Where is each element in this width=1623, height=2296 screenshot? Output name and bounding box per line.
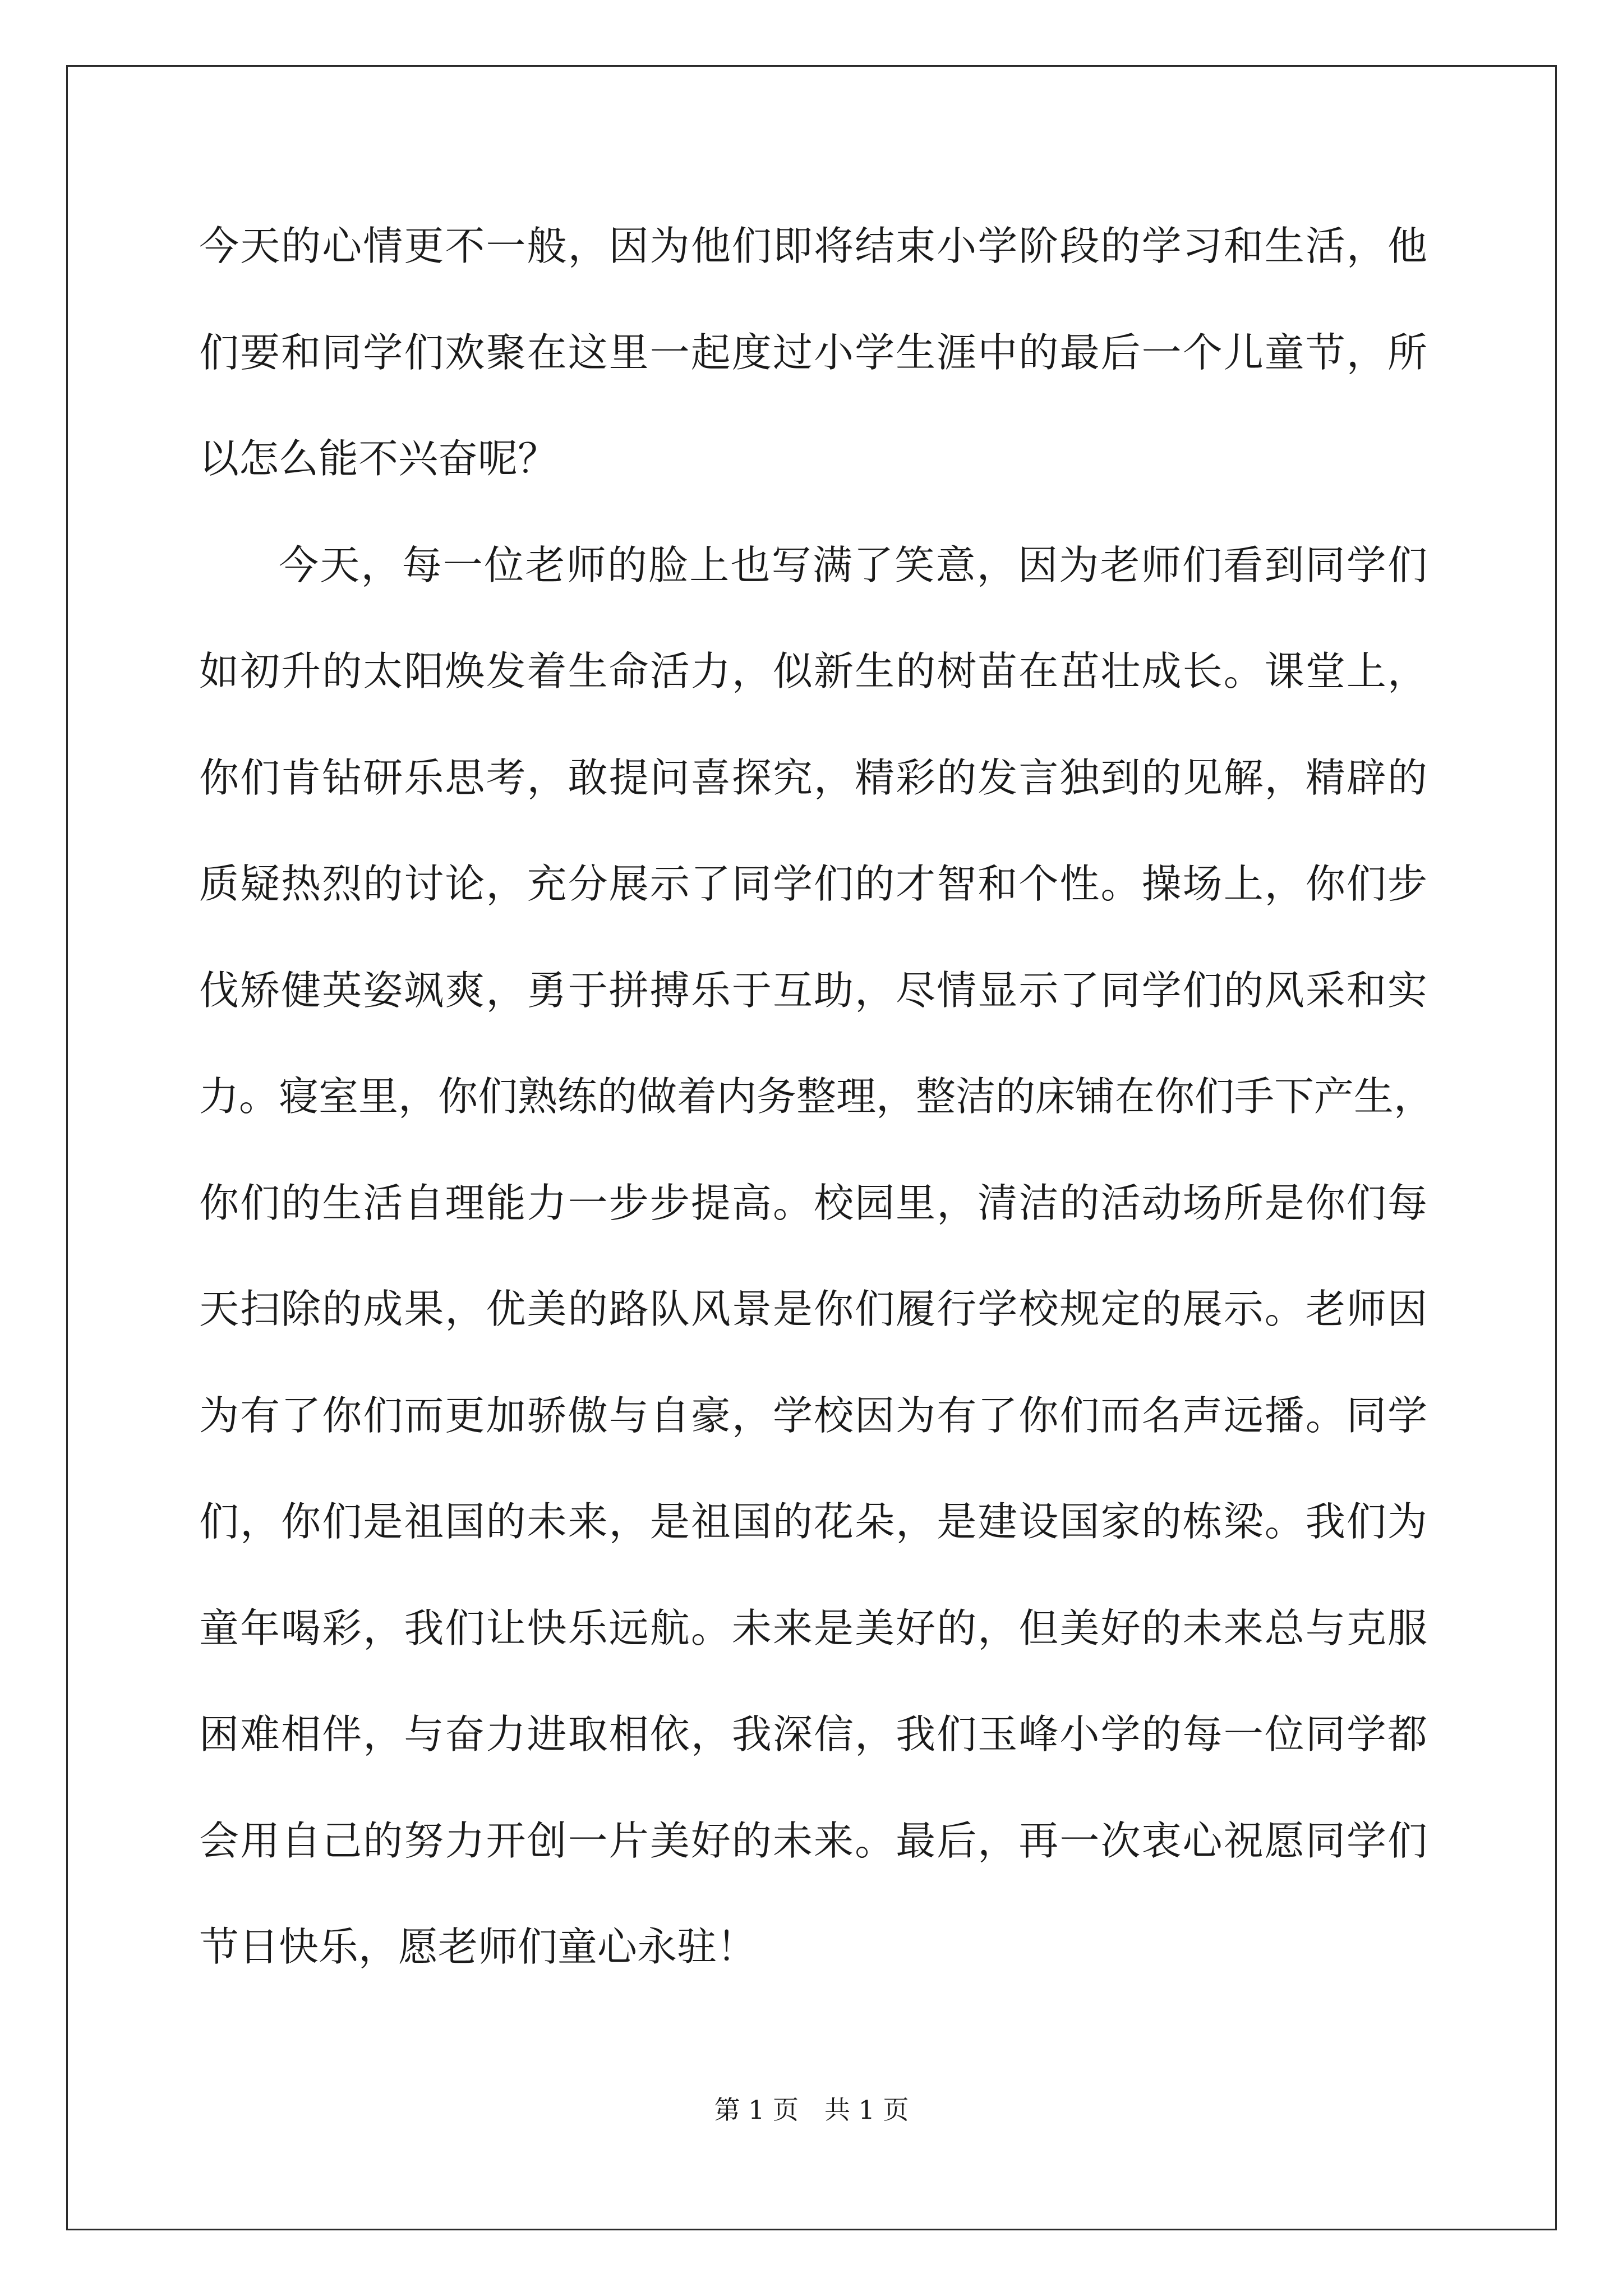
text-line: 为有了你们而更加骄傲与自豪，学校因为有了你们而名声远播。同学 bbox=[199, 1392, 1427, 1439]
text-line: 以怎么能不兴奋呢？ bbox=[199, 435, 558, 482]
text-line: 们，你们是祖国的未来，是祖国的花朵，是建设国家的栋梁。我们为 bbox=[199, 1498, 1427, 1545]
text-line: 如初升的太阳焕发着生命活力，似新生的树苗在茁壮成长。课堂上， bbox=[199, 648, 1427, 694]
text-line: 童年喝彩，我们让快乐远航。未来是美好的，但美好的未来总与克服 bbox=[199, 1604, 1427, 1651]
text-line: 今天的心情更不一般，因为他们即将结束小学阶段的学习和生活，他 bbox=[199, 223, 1427, 269]
text-line: 你们的生活自理能力一步步提高。校园里，清洁的活动场所是你们每 bbox=[199, 1179, 1427, 1226]
text-line: 今天，每一位老师的脸上也写满了笑意，因为老师们看到同学们 bbox=[279, 541, 1427, 588]
document-body bbox=[199, 216, 1434, 2023]
text-line: 节日快乐，愿老师们童心永驻！ bbox=[199, 1924, 757, 1970]
text-line: 困难相伴，与奋力进取相依，我深信，我们玉峰小学的每一位同学都 bbox=[199, 1711, 1427, 1757]
text-line: 会用自己的努力开创一片美好的未来。最后，再一次衷心祝愿同学们 bbox=[199, 1817, 1427, 1864]
text-line: 你们肯钻研乐思考，敢提问喜探究，精彩的发言独到的见解，精辟的 bbox=[199, 754, 1427, 801]
text-line: 天扫除的成果，优美的路队风景是你们履行学校规定的展示。老师因 bbox=[199, 1286, 1427, 1332]
text-line: 力。寝室里，你们熟练的做着内务整理，整洁的床铺在你们手下产生， bbox=[199, 1073, 1434, 1120]
text-line: 伐矫健英姿飒爽，勇于拼搏乐于互助，尽情显示了同学们的风采和实 bbox=[199, 967, 1427, 1014]
page-number: 第 1 页 共 1 页 bbox=[714, 2095, 909, 2125]
text-line: 质疑热烈的讨论，充分展示了同学们的才智和个性。操场上，你们步 bbox=[199, 861, 1427, 907]
text-line: 们要和同学们欢聚在这里一起度过小学生涯中的最后一个儿童节，所 bbox=[199, 329, 1427, 376]
